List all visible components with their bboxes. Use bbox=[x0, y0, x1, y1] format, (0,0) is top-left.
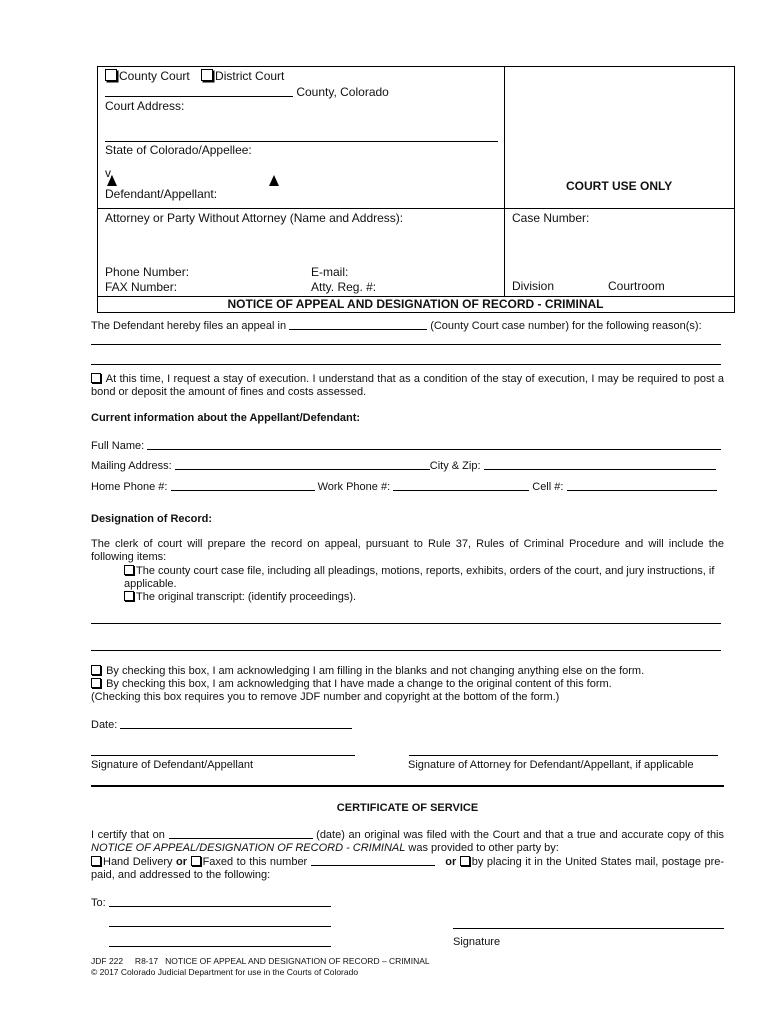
date-label: Date: bbox=[91, 719, 118, 731]
triangle-icon bbox=[269, 175, 279, 186]
atty-reg-label: Atty. Reg. #: bbox=[311, 280, 377, 294]
ack-line-1 bbox=[91, 665, 644, 678]
stay-checkbox[interactable] bbox=[91, 373, 101, 383]
address-line[interactable] bbox=[109, 946, 331, 947]
ack-block bbox=[91, 665, 644, 704]
appeal-line-end: (County Court case number) for the following reason(s): bbox=[430, 320, 702, 332]
full-name-row bbox=[91, 439, 721, 452]
appellee-label: State of Colorado/Appellee: bbox=[105, 143, 252, 157]
email-label: E-mail: bbox=[311, 265, 349, 279]
case-number-field[interactable] bbox=[289, 319, 427, 330]
appeal-line-start: The Defendant hereby files an appeal in bbox=[91, 320, 287, 332]
stay-text: At this time, I request a stay of execution. I understand that as a condition of the stay of execution, I may be required to post a bond or deposit the amount of fines and costs assessed. bbox=[91, 373, 724, 398]
designation-heading: Designation of Record: bbox=[91, 513, 213, 525]
certificate-p1b: (date) an original was filed with the Court and that a true and accurate copy of this bbox=[316, 829, 725, 841]
phone-label: Phone Number: bbox=[105, 265, 190, 279]
or-label: or bbox=[445, 856, 457, 868]
ack-no-change-checkbox[interactable] bbox=[91, 665, 101, 675]
county-colorado-label: County, Colorado bbox=[296, 85, 389, 99]
hand-delivery-label: Hand Delivery bbox=[103, 856, 173, 868]
hand-delivery-checkbox[interactable] bbox=[91, 856, 101, 866]
ack-line-1-text: By checking this box, I am acknowledging I am filling in the blanks and not changing anything else on the form. bbox=[106, 665, 645, 677]
certificate-signature-line[interactable] bbox=[453, 928, 724, 929]
city-zip-field[interactable] bbox=[484, 459, 716, 470]
mailing-row bbox=[91, 459, 716, 472]
certificate-paragraph bbox=[91, 828, 724, 882]
certificate-heading: CERTIFICATE OF SERVICE bbox=[336, 802, 479, 814]
designation-intro: The clerk of court will prepare the record on appeal, pursuant to Rule 37, Rules of Criminal Procedure and will include the following items: bbox=[91, 538, 724, 563]
footer-line-2: © 2017 Colorado Judicial Department for use in the Courts of Colorado bbox=[91, 967, 359, 977]
full-name-field[interactable] bbox=[147, 439, 721, 450]
date-field[interactable] bbox=[120, 718, 352, 729]
full-name-label: Full Name: bbox=[91, 440, 145, 452]
courtroom-label: Courtroom bbox=[608, 279, 665, 293]
attorney-label: Attorney or Party Without Attorney (Name and Address): bbox=[105, 211, 404, 225]
case-number-label: Case Number: bbox=[512, 211, 590, 225]
work-phone-field[interactable] bbox=[393, 480, 529, 491]
cell-field[interactable] bbox=[567, 480, 717, 491]
mailing-address-label: Mailing Address: bbox=[91, 460, 172, 472]
designation-items bbox=[124, 565, 724, 604]
certificate-p1a: I certify that on bbox=[91, 829, 165, 841]
attorney-signature-label: Signature of Attorney for Defendant/Appellant, if applicable bbox=[408, 759, 694, 771]
date-row bbox=[91, 718, 352, 731]
designation-item-1 bbox=[124, 565, 724, 591]
to-label: To: bbox=[91, 897, 106, 909]
stay-paragraph bbox=[91, 373, 724, 399]
county-court-checkbox[interactable] bbox=[105, 69, 117, 81]
mail-checkbox[interactable] bbox=[460, 856, 470, 866]
county-name-field[interactable] bbox=[105, 84, 293, 97]
county-court-label: County Court bbox=[119, 69, 190, 83]
or-label: or bbox=[176, 856, 188, 868]
ack-line-3: (Checking this box requires you to remove JDF number and copyright at the bottom of the form.) bbox=[91, 691, 560, 703]
faxed-checkbox[interactable] bbox=[191, 856, 201, 866]
district-court-label: District Court bbox=[215, 69, 285, 83]
caption-divider-attorney bbox=[97, 208, 734, 209]
county-row bbox=[105, 84, 389, 99]
certificate-p1c: was provided to other party by: bbox=[408, 842, 559, 854]
work-phone-label: Work Phone #: bbox=[317, 481, 391, 493]
mail-label: by placing it in the United States mail, postage pre-paid, and addressed to the following: bbox=[91, 856, 725, 881]
faxed-label: Faxed to this number bbox=[202, 856, 308, 868]
to-field[interactable] bbox=[109, 896, 331, 907]
phones-row bbox=[91, 480, 717, 493]
mailing-address-field[interactable] bbox=[175, 459, 430, 470]
appeal-line bbox=[91, 319, 702, 332]
division-label: Division bbox=[512, 279, 555, 293]
case-file-checkbox[interactable] bbox=[124, 565, 134, 575]
court-address-label: Court Address: bbox=[105, 99, 185, 113]
certificate-date-field[interactable] bbox=[169, 828, 313, 839]
designation-item-2-text: The original transcript: (identify proceedings). bbox=[136, 591, 357, 603]
ack-line-2-text: By checking this box, I am acknowledging that I have made a change to the original content of this form. bbox=[106, 678, 612, 690]
section-divider bbox=[91, 785, 724, 787]
fax-number-field[interactable] bbox=[311, 855, 435, 866]
versus-label: v. bbox=[105, 166, 114, 180]
cell-label: Cell #: bbox=[532, 481, 564, 493]
defendant-signature-line[interactable] bbox=[91, 755, 355, 756]
address-line[interactable] bbox=[109, 926, 331, 927]
form-title: NOTICE OF APPEAL AND DESIGNATION OF RECORD - CRIMINAL bbox=[227, 297, 604, 311]
designation-item-1-text: The county court case file, including all pleadings, motions, reports, exhibits, orders of the court, and jury instructions, if applicable. bbox=[124, 565, 715, 590]
certificate-signature-label: Signature bbox=[453, 936, 501, 948]
court-address-field[interactable] bbox=[105, 141, 498, 142]
certificate-form-name: NOTICE OF APPEAL/DESIGNATION OF RECORD - CRIMINAL bbox=[91, 842, 406, 854]
attorney-signature-line[interactable] bbox=[409, 755, 718, 756]
ack-changed-checkbox[interactable] bbox=[91, 678, 101, 688]
triangle-icon bbox=[107, 175, 117, 186]
defendant-signature-label: Signature of Defendant/Appellant bbox=[91, 759, 254, 771]
court-use-only-label: COURT USE ONLY bbox=[566, 179, 673, 193]
fax-label: FAX Number: bbox=[105, 280, 178, 294]
to-row bbox=[91, 896, 331, 909]
home-phone-label: Home Phone #: bbox=[91, 481, 168, 493]
district-court-checkbox[interactable] bbox=[201, 69, 213, 81]
transcript-checkbox[interactable] bbox=[124, 591, 134, 601]
designation-item-2 bbox=[124, 591, 724, 604]
home-phone-field[interactable] bbox=[171, 480, 315, 491]
ack-line-2 bbox=[91, 678, 644, 691]
caption-divider-vertical bbox=[504, 66, 505, 296]
court-type-row bbox=[105, 69, 284, 83]
appellant-label: Defendant/Appellant: bbox=[105, 187, 218, 201]
current-info-heading: Current information about the Appellant/Defendant: bbox=[91, 412, 361, 424]
proceedings-line[interactable] bbox=[91, 650, 721, 651]
reason-line[interactable] bbox=[91, 364, 721, 365]
reason-line[interactable] bbox=[91, 344, 721, 345]
city-zip-label: City & Zip: bbox=[429, 460, 481, 472]
proceedings-line[interactable] bbox=[91, 623, 721, 624]
footer-line-1: JDF 222 R8-17 NOTICE OF APPEAL AND DESIGNATION OF RECORD – CRIMINAL bbox=[91, 956, 430, 966]
